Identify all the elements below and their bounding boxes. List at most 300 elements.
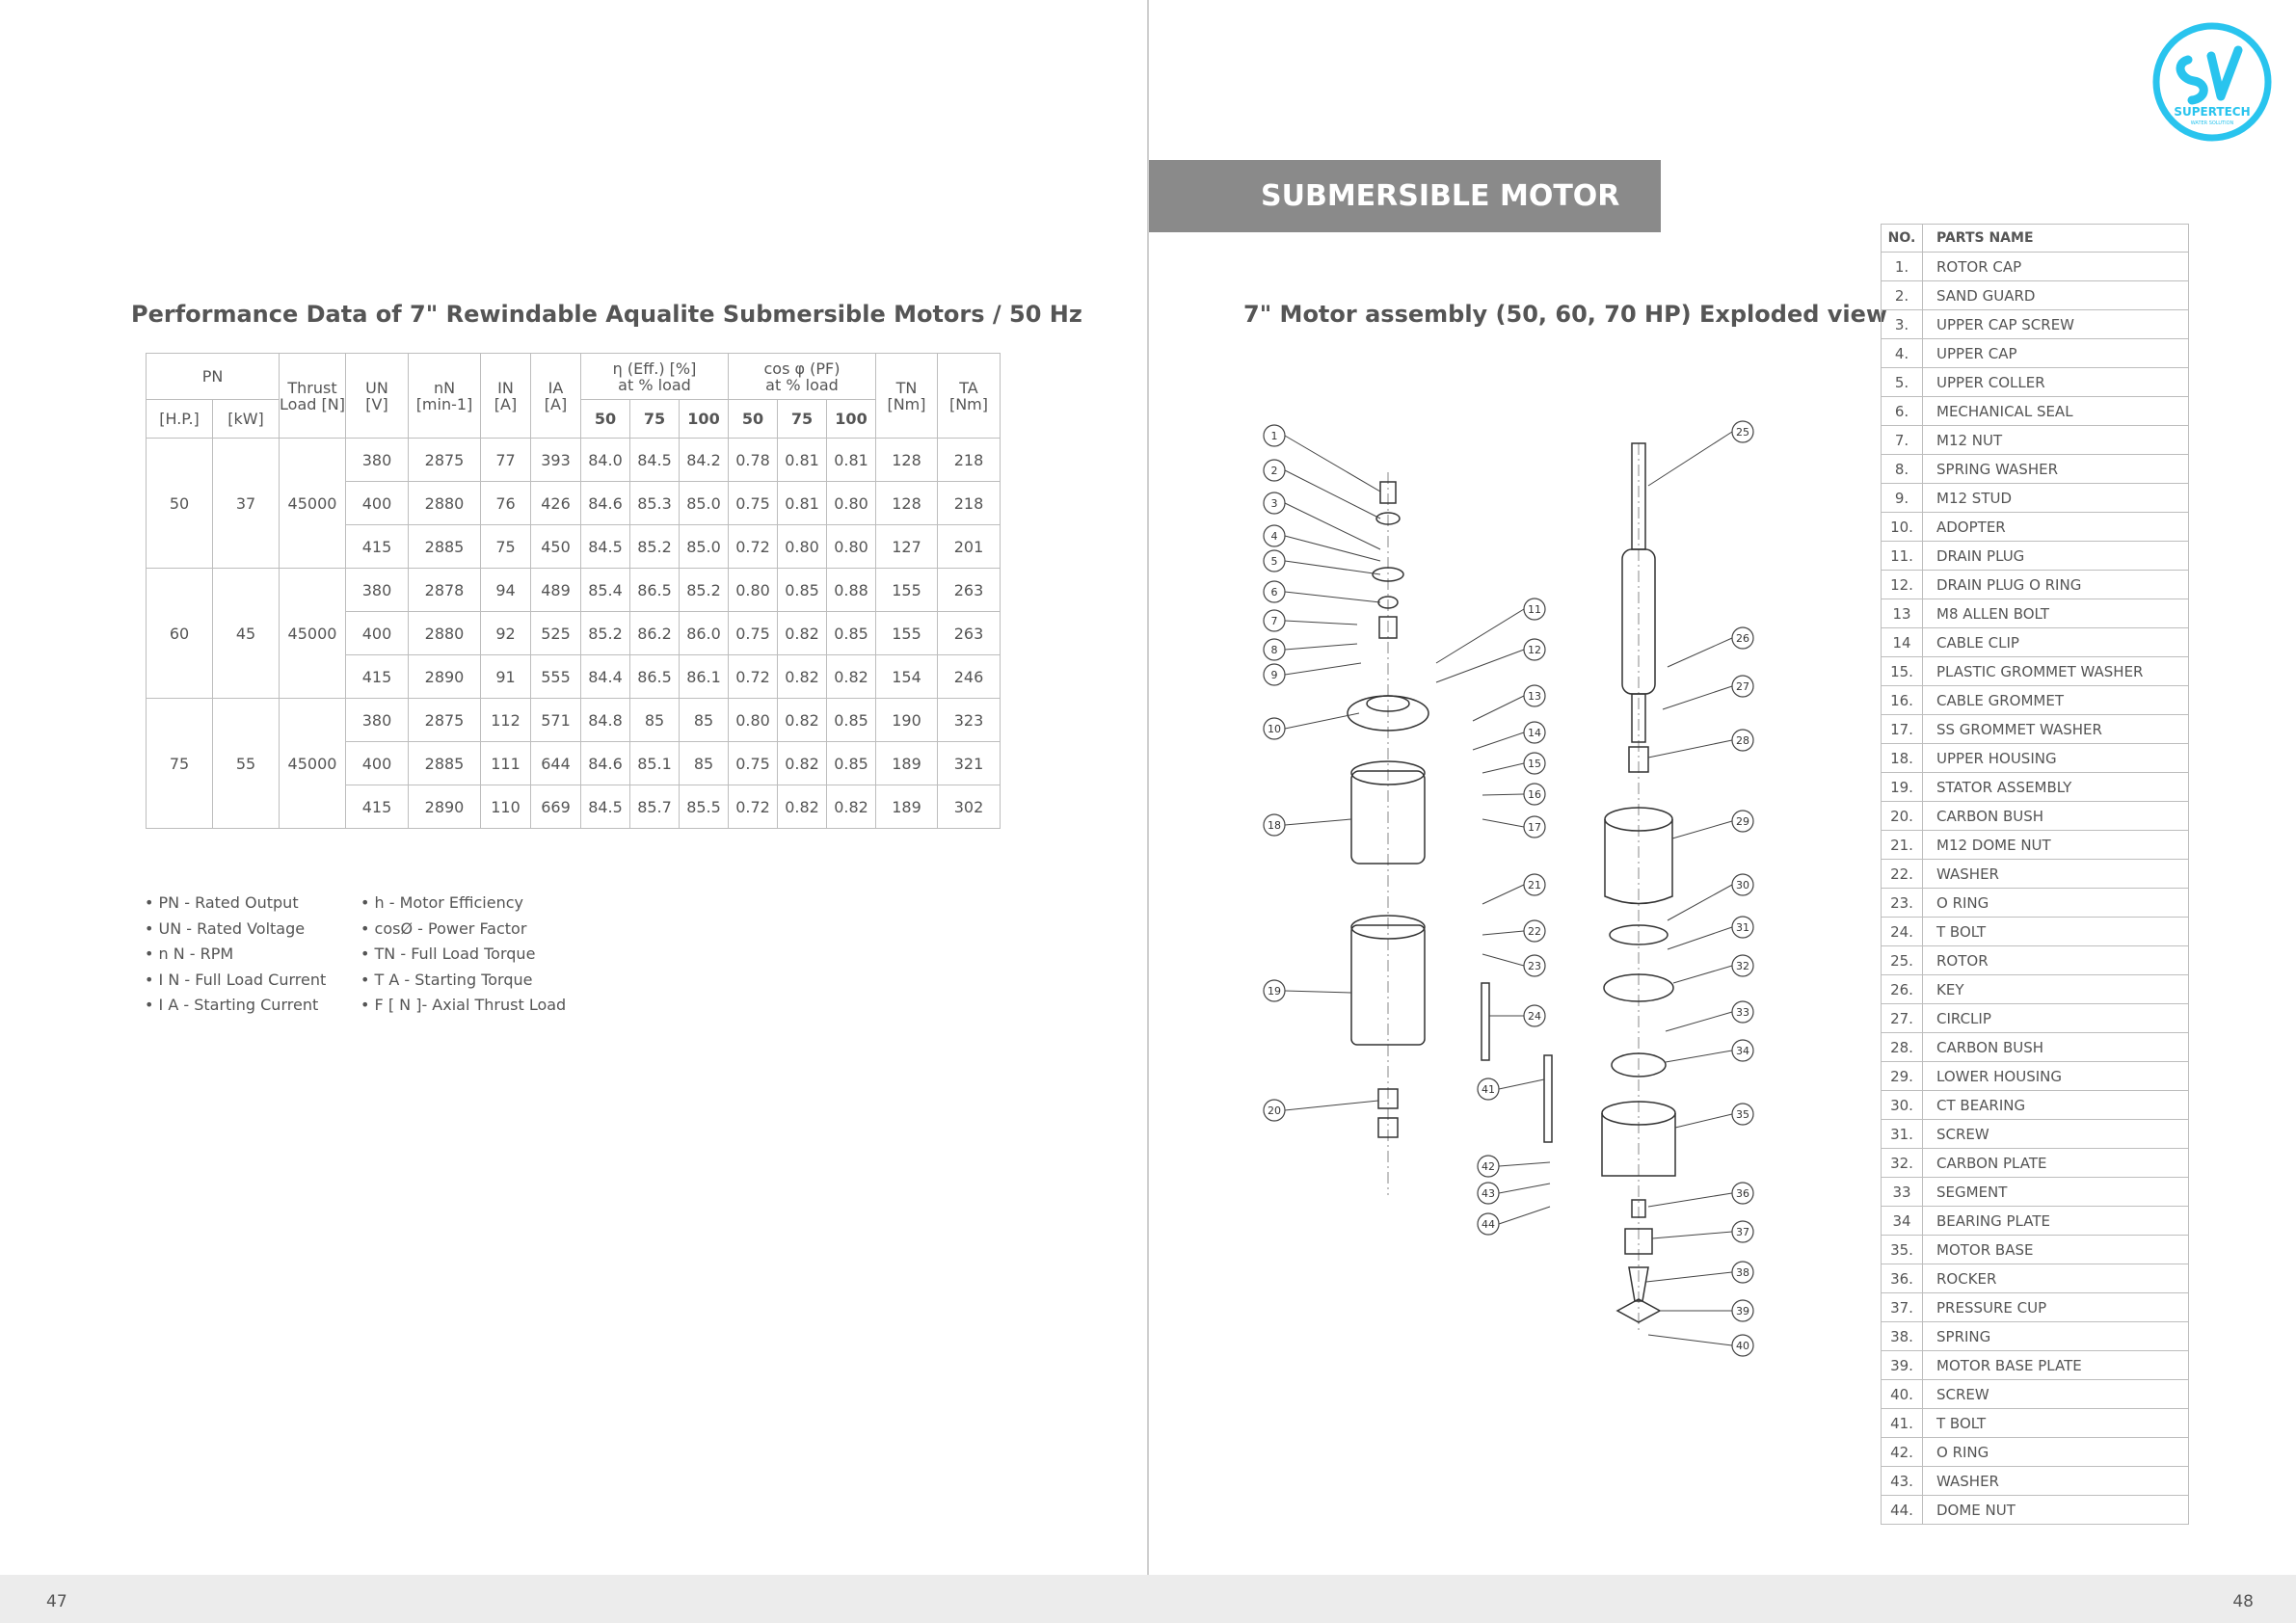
part-number: 16. bbox=[1882, 686, 1923, 715]
parts-row bbox=[1882, 744, 2189, 773]
table-cell: 0.82 bbox=[778, 785, 827, 829]
table-cell: 0.80 bbox=[729, 569, 778, 612]
parts-row bbox=[1882, 1322, 2189, 1351]
page-gutter bbox=[1147, 0, 1149, 1623]
exploded-view-diagram bbox=[1253, 414, 1793, 1359]
table-cell: 86.0 bbox=[680, 612, 729, 655]
table-cell: 85.0 bbox=[680, 525, 729, 569]
callout-number: 6 bbox=[1270, 586, 1278, 599]
table-cell: 0.75 bbox=[729, 742, 778, 785]
part-number: 24. bbox=[1882, 918, 1923, 946]
part-name: MECHANICAL SEAL bbox=[1923, 397, 2189, 426]
part-name: MOTOR BASE bbox=[1923, 1236, 2189, 1264]
table-cell: 0.85 bbox=[827, 612, 876, 655]
part-name: M12 NUT bbox=[1923, 426, 2189, 455]
part-number: 13 bbox=[1882, 599, 1923, 628]
part-name: CIRCLIP bbox=[1923, 1004, 2189, 1033]
part-name: CABLE GROMMET bbox=[1923, 686, 2189, 715]
part-number: 39. bbox=[1882, 1351, 1923, 1380]
part-number: 1. bbox=[1882, 253, 1923, 281]
part-name: T BOLT bbox=[1923, 1409, 2189, 1438]
part-name: M8 ALLEN BOLT bbox=[1923, 599, 2189, 628]
callout-number: 13 bbox=[1528, 690, 1541, 703]
part-number: 32. bbox=[1882, 1149, 1923, 1178]
parts-row bbox=[1882, 946, 2189, 975]
part-number: 21. bbox=[1882, 831, 1923, 860]
callout-leader-line bbox=[1648, 432, 1732, 486]
table-cell: 86.1 bbox=[680, 655, 729, 699]
parts-row bbox=[1882, 513, 2189, 542]
table-cell: 84.5 bbox=[630, 439, 680, 482]
table-cell: 75 bbox=[481, 525, 531, 569]
part-number: 41. bbox=[1882, 1409, 1923, 1438]
nn-header: nN [min-1] bbox=[409, 354, 481, 439]
callout-number: 19 bbox=[1268, 985, 1281, 998]
pf-load-100: 100 bbox=[827, 400, 876, 439]
table-cell: 155 bbox=[876, 569, 938, 612]
part-number: 9. bbox=[1882, 484, 1923, 513]
table-cell: 0.72 bbox=[729, 655, 778, 699]
table-cell: 489 bbox=[531, 569, 581, 612]
parts-row bbox=[1882, 1496, 2189, 1525]
callout-leader-line bbox=[1648, 740, 1732, 758]
part-name: O RING bbox=[1923, 889, 2189, 918]
in-header: IN [A] bbox=[481, 354, 531, 439]
callout-leader-line bbox=[1482, 885, 1524, 904]
performance-table bbox=[146, 353, 1001, 829]
left-page bbox=[0, 0, 1147, 1623]
callout-number: 36 bbox=[1736, 1187, 1749, 1200]
callout-leader-line bbox=[1482, 763, 1524, 773]
callout-leader-line bbox=[1648, 1335, 1732, 1345]
part-number: 25. bbox=[1882, 946, 1923, 975]
table-cell: 189 bbox=[876, 742, 938, 785]
callout-leader-line bbox=[1499, 1184, 1550, 1193]
part-number: 19. bbox=[1882, 773, 1923, 802]
table-cell: 380 bbox=[346, 439, 409, 482]
pf-load-75: 75 bbox=[778, 400, 827, 439]
parts-row bbox=[1882, 1293, 2189, 1322]
callout-leader-line bbox=[1285, 1101, 1378, 1110]
legend-item: • T A - Starting Torque bbox=[360, 970, 533, 989]
table-cell: 85 bbox=[680, 742, 729, 785]
callout-number: 4 bbox=[1270, 530, 1278, 543]
callout-leader-line bbox=[1668, 885, 1732, 920]
callout-number: 25 bbox=[1736, 426, 1749, 439]
part-number: 43. bbox=[1882, 1467, 1923, 1496]
callout-leader-line bbox=[1285, 470, 1380, 519]
kw-cell: 45 bbox=[213, 569, 280, 699]
table-cell: 127 bbox=[876, 525, 938, 569]
part-number: 15. bbox=[1882, 657, 1923, 686]
table-cell: 111 bbox=[481, 742, 531, 785]
parts-row bbox=[1882, 1062, 2189, 1091]
table-cell: 415 bbox=[346, 525, 409, 569]
part-number: 22. bbox=[1882, 860, 1923, 889]
part-number: 35. bbox=[1882, 1236, 1923, 1264]
part-number: 34 bbox=[1882, 1207, 1923, 1236]
part-name: M12 STUD bbox=[1923, 484, 2189, 513]
table-cell: 84.5 bbox=[581, 785, 630, 829]
table-cell: 2890 bbox=[409, 655, 481, 699]
table-cell: 0.75 bbox=[729, 612, 778, 655]
part-name: CT BEARING bbox=[1923, 1091, 2189, 1120]
callout-leader-line bbox=[1285, 503, 1380, 549]
callout-leader-line bbox=[1499, 1207, 1550, 1224]
parts-row bbox=[1882, 455, 2189, 484]
callout-number: 15 bbox=[1528, 758, 1541, 770]
part-number: 14 bbox=[1882, 628, 1923, 657]
part-name: M12 DOME NUT bbox=[1923, 831, 2189, 860]
table-cell: 85.2 bbox=[581, 612, 630, 655]
eff-load-75: 75 bbox=[630, 400, 680, 439]
table-cell: 2875 bbox=[409, 699, 481, 742]
part-name: SS GROMMET WASHER bbox=[1923, 715, 2189, 744]
parts-row bbox=[1882, 339, 2189, 368]
part-name: CARBON PLATE bbox=[1923, 1149, 2189, 1178]
table-cell: 91 bbox=[481, 655, 531, 699]
table-cell: 84.6 bbox=[581, 742, 630, 785]
callout-number: 44 bbox=[1482, 1218, 1495, 1231]
callout-number: 3 bbox=[1270, 497, 1278, 510]
callout-leader-line bbox=[1285, 991, 1351, 993]
callout-leader-line bbox=[1666, 1051, 1732, 1062]
thrust-cell: 45000 bbox=[280, 439, 346, 569]
table-cell: 0.85 bbox=[778, 569, 827, 612]
part-name: UPPER CAP SCREW bbox=[1923, 310, 2189, 339]
table-cell: 415 bbox=[346, 785, 409, 829]
part-name: WASHER bbox=[1923, 1467, 2189, 1496]
ta-header: TA [Nm] bbox=[938, 354, 1001, 439]
callout-number: 20 bbox=[1268, 1104, 1281, 1117]
callout-number: 23 bbox=[1528, 960, 1541, 972]
parts-row bbox=[1882, 1120, 2189, 1149]
callout-leader-line bbox=[1668, 927, 1732, 949]
table-cell: 84.5 bbox=[581, 525, 630, 569]
callout-leader-line bbox=[1285, 713, 1359, 729]
callout-number: 40 bbox=[1736, 1340, 1749, 1352]
efficiency-header: η (Eff.) [%] at % load bbox=[581, 354, 729, 400]
table-cell: 77 bbox=[481, 439, 531, 482]
parts-row bbox=[1882, 1207, 2189, 1236]
legend-item: • UN - Rated Voltage bbox=[145, 918, 306, 938]
parts-row bbox=[1882, 426, 2189, 455]
part-number: 37. bbox=[1882, 1293, 1923, 1322]
table-cell: 0.78 bbox=[729, 439, 778, 482]
callout-leader-line bbox=[1285, 561, 1380, 574]
callout-leader-line bbox=[1663, 686, 1732, 709]
part-name: DRAIN PLUG bbox=[1923, 542, 2189, 571]
logo-text: SUPERTECH bbox=[2174, 105, 2251, 119]
callout-leader-line bbox=[1499, 1162, 1550, 1166]
part-name: UPPER HOUSING bbox=[1923, 744, 2189, 773]
callout-number: 16 bbox=[1528, 788, 1541, 801]
part-name: BEARING PLATE bbox=[1923, 1207, 2189, 1236]
parts-row bbox=[1882, 1091, 2189, 1120]
part-number: 33 bbox=[1882, 1178, 1923, 1207]
callout-number: 38 bbox=[1736, 1266, 1749, 1279]
table-cell: 112 bbox=[481, 699, 531, 742]
table-cell: 0.81 bbox=[827, 439, 876, 482]
table-cell: 86.5 bbox=[630, 569, 680, 612]
callout-number: 32 bbox=[1736, 960, 1749, 972]
pf-load-50: 50 bbox=[729, 400, 778, 439]
part-number: 44. bbox=[1882, 1496, 1923, 1525]
part-name: ROTOR CAP bbox=[1923, 253, 2189, 281]
ia-header: IA [A] bbox=[531, 354, 581, 439]
table-cell: 525 bbox=[531, 612, 581, 655]
part-number: 10. bbox=[1882, 513, 1923, 542]
part-number: 31. bbox=[1882, 1120, 1923, 1149]
parts-row bbox=[1882, 1409, 2189, 1438]
t-bolt-24-shape bbox=[1482, 983, 1489, 1060]
table-cell: 85 bbox=[680, 699, 729, 742]
thrust-cell: 45000 bbox=[280, 699, 346, 829]
parts-row bbox=[1882, 484, 2189, 513]
part-name: ROTOR bbox=[1923, 946, 2189, 975]
table-cell: 110 bbox=[481, 785, 531, 829]
page-number-right: 48 bbox=[2232, 1592, 2254, 1611]
part-name: MOTOR BASE PLATE bbox=[1923, 1351, 2189, 1380]
callout-leader-line bbox=[1482, 954, 1524, 966]
part-number: 7. bbox=[1882, 426, 1923, 455]
part-number: 23. bbox=[1882, 889, 1923, 918]
table-cell: 84.0 bbox=[581, 439, 630, 482]
callout-leader-line bbox=[1285, 592, 1380, 602]
parts-row bbox=[1882, 1351, 2189, 1380]
table-cell: 426 bbox=[531, 482, 581, 525]
callout-leader-line bbox=[1646, 1272, 1732, 1282]
table-cell: 669 bbox=[531, 785, 581, 829]
callout-number: 9 bbox=[1270, 669, 1278, 681]
table-cell: 246 bbox=[938, 655, 1001, 699]
table-row bbox=[147, 569, 1001, 612]
part-number: 12. bbox=[1882, 571, 1923, 599]
table-cell: 0.80 bbox=[827, 482, 876, 525]
parts-row bbox=[1882, 1033, 2189, 1062]
callout-number: 8 bbox=[1270, 644, 1278, 656]
page-footer bbox=[0, 1575, 2296, 1623]
t-bolt-41-shape bbox=[1544, 1055, 1552, 1142]
performance-title: Performance Data of 7" Rewindable Aqualite Submersible Motors / 50 Hz bbox=[131, 301, 1082, 328]
tn-header: TN [Nm] bbox=[876, 354, 938, 439]
callout-number: 27 bbox=[1736, 680, 1749, 693]
callout-leader-line bbox=[1499, 1079, 1544, 1089]
callout-number: 18 bbox=[1268, 819, 1281, 832]
part-name: SCREW bbox=[1923, 1120, 2189, 1149]
pn-header: PN bbox=[147, 354, 280, 400]
table-cell: 400 bbox=[346, 612, 409, 655]
part-number: 2. bbox=[1882, 281, 1923, 310]
table-cell: 380 bbox=[346, 699, 409, 742]
callout-number: 14 bbox=[1528, 727, 1541, 739]
callout-number: 21 bbox=[1528, 879, 1541, 891]
eff-load-50: 50 bbox=[581, 400, 630, 439]
logo-tagline: WATER SOLUTION bbox=[2190, 120, 2234, 126]
part-number: 27. bbox=[1882, 1004, 1923, 1033]
callout-number: 24 bbox=[1528, 1010, 1541, 1023]
power-factor-header: cos φ (PF) at % load bbox=[729, 354, 876, 400]
parts-name-header: PARTS NAME bbox=[1923, 225, 2189, 253]
hp-cell: 50 bbox=[147, 439, 213, 569]
table-cell: 0.85 bbox=[827, 742, 876, 785]
table-cell: 450 bbox=[531, 525, 581, 569]
callout-leader-line bbox=[1473, 732, 1524, 750]
table-cell: 76 bbox=[481, 482, 531, 525]
callout-number: 1 bbox=[1270, 430, 1278, 442]
parts-row bbox=[1882, 1380, 2189, 1409]
part-number: 42. bbox=[1882, 1438, 1923, 1467]
part-number: 38. bbox=[1882, 1322, 1923, 1351]
table-cell: 85.2 bbox=[680, 569, 729, 612]
callout-number: 35 bbox=[1736, 1108, 1749, 1121]
part-number: 28. bbox=[1882, 1033, 1923, 1062]
table-cell: 0.75 bbox=[729, 482, 778, 525]
eff-load-100: 100 bbox=[680, 400, 729, 439]
part-number: 26. bbox=[1882, 975, 1923, 1004]
table-cell: 85 bbox=[630, 699, 680, 742]
parts-row bbox=[1882, 686, 2189, 715]
table-cell: 84.2 bbox=[680, 439, 729, 482]
part-name: O RING bbox=[1923, 1438, 2189, 1467]
part-name: UPPER COLLER bbox=[1923, 368, 2189, 397]
callout-leader-line bbox=[1666, 1012, 1732, 1031]
table-cell: 0.82 bbox=[827, 655, 876, 699]
legend-item: • TN - Full Load Torque bbox=[360, 945, 536, 963]
part-name: STATOR ASSEMBLY bbox=[1923, 773, 2189, 802]
parts-row bbox=[1882, 542, 2189, 571]
table-cell: 84.6 bbox=[581, 482, 630, 525]
table-cell: 85.3 bbox=[630, 482, 680, 525]
table-cell: 0.88 bbox=[827, 569, 876, 612]
callout-leader-line bbox=[1648, 1193, 1732, 1207]
table-cell: 2885 bbox=[409, 742, 481, 785]
part-number: 6. bbox=[1882, 397, 1923, 426]
parts-row bbox=[1882, 253, 2189, 281]
callout-number: 42 bbox=[1482, 1160, 1495, 1173]
parts-row bbox=[1882, 1236, 2189, 1264]
part-number: 36. bbox=[1882, 1264, 1923, 1293]
callout-leader-line bbox=[1668, 638, 1732, 667]
callout-number: 31 bbox=[1736, 921, 1749, 934]
table-row bbox=[147, 439, 1001, 482]
parts-row bbox=[1882, 1004, 2189, 1033]
parts-row bbox=[1882, 918, 2189, 946]
legend-item: • cosØ - Power Factor bbox=[360, 918, 527, 938]
callout-number: 26 bbox=[1736, 632, 1749, 645]
parts-row bbox=[1882, 1438, 2189, 1467]
table-cell: 2875 bbox=[409, 439, 481, 482]
hp-cell: 60 bbox=[147, 569, 213, 699]
callout-number: 7 bbox=[1270, 615, 1278, 627]
parts-row bbox=[1882, 657, 2189, 686]
table-cell: 0.80 bbox=[778, 525, 827, 569]
callout-number: 34 bbox=[1736, 1045, 1749, 1057]
part-name: CARBON BUSH bbox=[1923, 1033, 2189, 1062]
table-cell: 400 bbox=[346, 742, 409, 785]
parts-row bbox=[1882, 715, 2189, 744]
table-cell: 400 bbox=[346, 482, 409, 525]
part-name: DRAIN PLUG O RING bbox=[1923, 571, 2189, 599]
parts-row bbox=[1882, 368, 2189, 397]
parts-row bbox=[1882, 860, 2189, 889]
supertech-logo bbox=[2151, 21, 2273, 143]
callout-leader-line bbox=[1672, 821, 1732, 838]
part-number: 5. bbox=[1882, 368, 1923, 397]
table-cell: 154 bbox=[876, 655, 938, 699]
table-cell: 86.5 bbox=[630, 655, 680, 699]
table-cell: 2878 bbox=[409, 569, 481, 612]
callout-number: 17 bbox=[1528, 821, 1541, 834]
kw-header: [kW] bbox=[213, 400, 280, 439]
callout-leader-line bbox=[1482, 794, 1524, 795]
parts-table bbox=[1881, 224, 2189, 1525]
legend-right bbox=[360, 891, 566, 1019]
table-cell: 0.80 bbox=[729, 699, 778, 742]
part-name: UPPER CAP bbox=[1923, 339, 2189, 368]
table-cell: 0.81 bbox=[778, 482, 827, 525]
parts-row bbox=[1882, 1467, 2189, 1496]
legend-item: • PN - Rated Output bbox=[145, 893, 299, 912]
parts-row bbox=[1882, 281, 2189, 310]
parts-row bbox=[1882, 1178, 2189, 1207]
callout-number: 22 bbox=[1528, 925, 1541, 938]
part-name: ADOPTER bbox=[1923, 513, 2189, 542]
table-cell: 85.0 bbox=[680, 482, 729, 525]
table-cell: 2885 bbox=[409, 525, 481, 569]
kw-cell: 55 bbox=[213, 699, 280, 829]
parts-row bbox=[1882, 831, 2189, 860]
legend-item: • F [ N ]- Axial Thrust Load bbox=[360, 996, 567, 1014]
parts-row bbox=[1882, 889, 2189, 918]
callout-leader-line bbox=[1673, 966, 1732, 983]
table-cell: 92 bbox=[481, 612, 531, 655]
table-cell: 0.72 bbox=[729, 525, 778, 569]
table-cell: 0.82 bbox=[778, 742, 827, 785]
table-cell: 555 bbox=[531, 655, 581, 699]
table-cell: 2880 bbox=[409, 612, 481, 655]
callout-number: 29 bbox=[1736, 815, 1749, 828]
part-name: SAND GUARD bbox=[1923, 281, 2189, 310]
callout-number: 28 bbox=[1736, 734, 1749, 747]
table-cell: 0.82 bbox=[778, 612, 827, 655]
table-cell: 85.5 bbox=[680, 785, 729, 829]
callout-leader-line bbox=[1285, 621, 1357, 625]
part-name: KEY bbox=[1923, 975, 2189, 1004]
callout-number: 5 bbox=[1270, 555, 1278, 568]
callout-number: 43 bbox=[1482, 1187, 1495, 1200]
callout-leader-line bbox=[1473, 696, 1524, 721]
parts-row bbox=[1882, 310, 2189, 339]
table-cell: 323 bbox=[938, 699, 1001, 742]
table-cell: 85.2 bbox=[630, 525, 680, 569]
un-header: UN [V] bbox=[346, 354, 409, 439]
callout-number: 37 bbox=[1736, 1226, 1749, 1238]
table-cell: 0.80 bbox=[827, 525, 876, 569]
table-cell: 84.8 bbox=[581, 699, 630, 742]
parts-row bbox=[1882, 571, 2189, 599]
part-name: ROCKER bbox=[1923, 1264, 2189, 1293]
part-name: SPRING WASHER bbox=[1923, 455, 2189, 484]
part-name: SPRING bbox=[1923, 1322, 2189, 1351]
parts-row bbox=[1882, 773, 2189, 802]
parts-row bbox=[1882, 628, 2189, 657]
callout-leader-line bbox=[1285, 436, 1380, 492]
callout-leader-line bbox=[1285, 819, 1351, 825]
table-cell: 571 bbox=[531, 699, 581, 742]
table-cell: 302 bbox=[938, 785, 1001, 829]
parts-row bbox=[1882, 802, 2189, 831]
